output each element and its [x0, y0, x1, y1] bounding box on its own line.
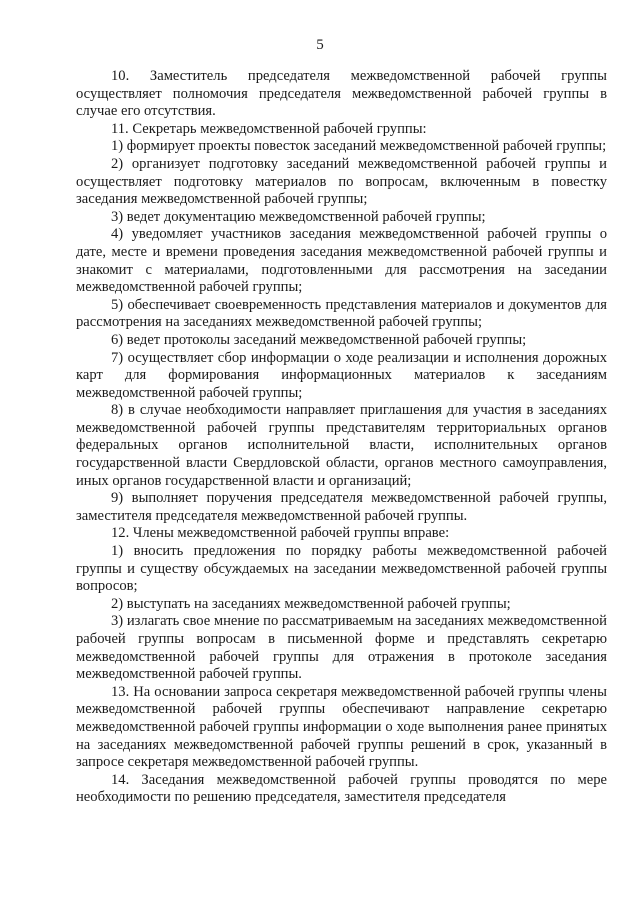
list-item-11-5: 5) обеспечивает своевременность представления материалов и документов для рассмотрения на заседаниях межведомственной рабочей группы; — [76, 296, 607, 331]
list-item-12-3: 3) излагать свое мнение по рассматриваемым на заседаниях межведомственной рабочей группы вопросам в письменной форме и представлять секретарю межведомственной рабочей группы для отражения в протоколе заседания межведомственной рабочей группы. — [76, 613, 607, 683]
paragraph-12-heading: 12. Члены межведомственной рабочей группы вправе: — [111, 525, 450, 542]
list-item-11-4: 4) уведомляет участников заседания межведомственной рабочей группы о дате, месте и времени проведения заседания межведомственной рабочей группы и знакомит с материалами, подготовленными для рассмотрения на заседании межведомственной рабочей группы; — [76, 226, 607, 296]
paragraph-14: 14. Заседания межведомственной рабочей группы проводятся по мере необходимости по решению председателя, заместителя председателя — [76, 771, 607, 806]
page-number: 5 — [316, 37, 324, 53]
list-item-11-3: 3) ведет документацию межведомственной рабочей группы; — [111, 208, 486, 225]
list-item-11-6: 6) ведет протоколы заседаний межведомственной рабочей группы; — [111, 331, 527, 348]
list-item-11-2: 2) организует подготовку заседаний межведомственной рабочей группы и осуществляет подготовку материалов по вопросам, включенным в повестку заседания межведомственной рабочей группы; — [76, 155, 607, 208]
paragraph-10: 10. Заместитель председателя межведомственной рабочей группы осуществляет полномочия председателя межведомственной рабочей группы в случае его отсутствия. — [76, 68, 607, 120]
list-item-12-1: 1) вносить предложения по порядку работы межведомственной рабочей группы и существу обсуждаемых на заседании межведомственной рабочей группы вопросов; — [76, 543, 607, 595]
list-item-11-7: 7) осуществляет сбор информации о ходе реализации и исполнения дорожных карт для формирования информационных материалов к заседаниям межведомственной рабочей группы; — [76, 349, 607, 401]
paragraph-13: 13. На основании запроса секретаря межведомственной рабочей группы члены межведомственной рабочей группы обеспечивают направление секретарю межведомственной рабочей группы информации о ходе выполнения ранее принятых на заседаниях межведомственной рабочей группы решений в срок, указанный в запросе секретаря межведомственной рабочей группы. — [76, 683, 607, 771]
document-body — [76, 68, 607, 807]
paragraph-11-heading: 11. Секретарь межведомственной рабочей группы: — [111, 120, 427, 137]
list-item-12-2: 2) выступать на заседаниях межведомственной рабочей группы; — [111, 595, 511, 612]
list-item-11-8: 8) в случае необходимости направляет приглашения для участия в заседаниях межведомственной рабочей группы представителям территориальных органов федеральных органов исполнительной власти, исполнительных органов государственной власти Свердловской области, органов местного самоуправления, иных органов государственной власти и организаций; — [76, 402, 607, 489]
list-item-11-9: 9) выполняет поручения председателя межведомственной рабочей группы, заместителя председателя межведомственной рабочей группы. — [76, 490, 607, 524]
list-item-11-1: 1) формирует проекты повесток заседаний межведомственной рабочей группы; — [111, 138, 607, 155]
